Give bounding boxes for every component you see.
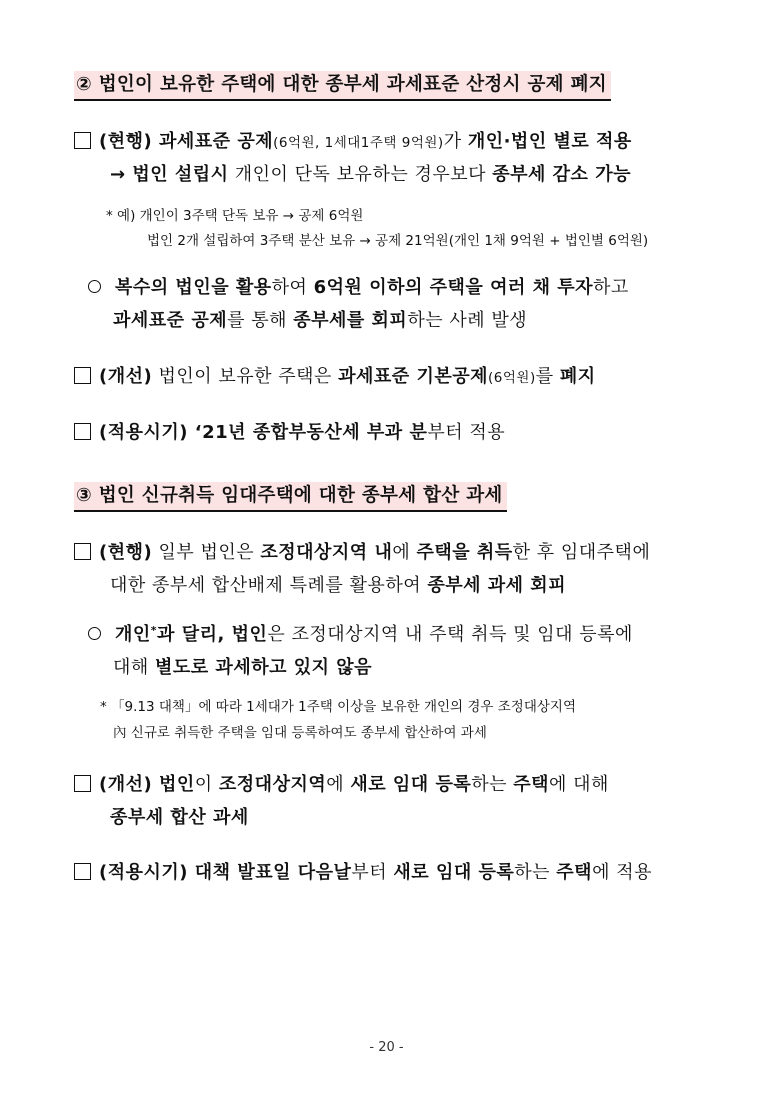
section-2-current-line-1: (현행) 과세표준 공제(6억원, 1세대1주택 9억원)가 개인·법인 별로 적용 [74, 127, 632, 153]
section-2-current-line-2: → 법인 설립시 개인이 단독 보유하는 경우보다 종부세 감소 가능 [110, 164, 631, 185]
bullet-circle-icon [88, 280, 101, 293]
checkbox-square-icon [74, 423, 91, 440]
section-2-timing: (적용시기) ‘21년 종합부동산세 부과 분부터 적용 [74, 418, 505, 444]
section-3-current-line-2: 대한 종부세 합산배제 특례를 활용하여 종부세 과세 회피 [110, 575, 567, 596]
bullet-circle-icon [88, 627, 101, 640]
section-2-bullet-line-2: 과세표준 공제를 통해 종부세를 회피하는 사례 발생 [113, 310, 528, 331]
section-3-bullet-line-1: 개인*과 달리, 법인은 조정대상지역 내 주택 취득 및 임대 등록에 [88, 620, 633, 646]
section-2-improvement: (개선) 법인이 보유한 주택은 과세표준 기본공제(6억원)를 폐지 [74, 362, 596, 388]
section-3-current-line-1: (현행) 일부 법인은 조정대상지역 내에 주택을 취득한 후 임대주택에 [74, 538, 650, 564]
checkbox-square-icon [74, 543, 91, 560]
page-number: - 20 - [369, 1040, 404, 1055]
section-3-timing: (적용시기) 대책 발표일 다음날부터 새로 임대 등록하는 주택에 적용 [74, 858, 652, 884]
section-3-bullet-line-2: 대해 별도로 과세하고 있지 않음 [113, 657, 373, 678]
section-3-note-line-1: * 「9.13 대책」에 따라 1세대가 1주택 이상을 보유한 개인의 경우 조정대상지역 [100, 699, 577, 715]
checkbox-square-icon [74, 863, 91, 880]
section-3-heading: ③ 법인 신규취득 임대주택에 대한 종부세 합산 과세 [74, 481, 507, 507]
section-2-bullet-line-1: 복수의 법인을 활용하여 6억원 이하의 주택을 여러 채 투자하고 [88, 273, 629, 299]
checkbox-square-icon [74, 367, 91, 384]
section-2-example-line-2: 법인 2개 설립하여 3주택 분산 보유 → 공제 21억원(개인 1채 9억원 + 법인별 6억원) [147, 233, 649, 249]
section-2-heading: ② 법인이 보유한 주택에 대한 종부세 과세표준 산정시 공제 폐지 [74, 70, 611, 96]
checkbox-square-icon [74, 132, 91, 149]
section-3-improvement-line-2: 종부세 합산 과세 [110, 807, 249, 828]
section-3-note-line-2: 內 신규로 취득한 주택을 임대 등록하여도 종부세 합산하여 과세 [113, 725, 487, 741]
checkbox-square-icon [74, 775, 91, 792]
section-3-improvement-line-1: (개선) 법인이 조정대상지역에 새로 임대 등록하는 주택에 대해 [74, 770, 609, 796]
section-2-example-line-1: * 예) 개인이 3주택 단독 보유 → 공제 6억원 [106, 208, 364, 224]
